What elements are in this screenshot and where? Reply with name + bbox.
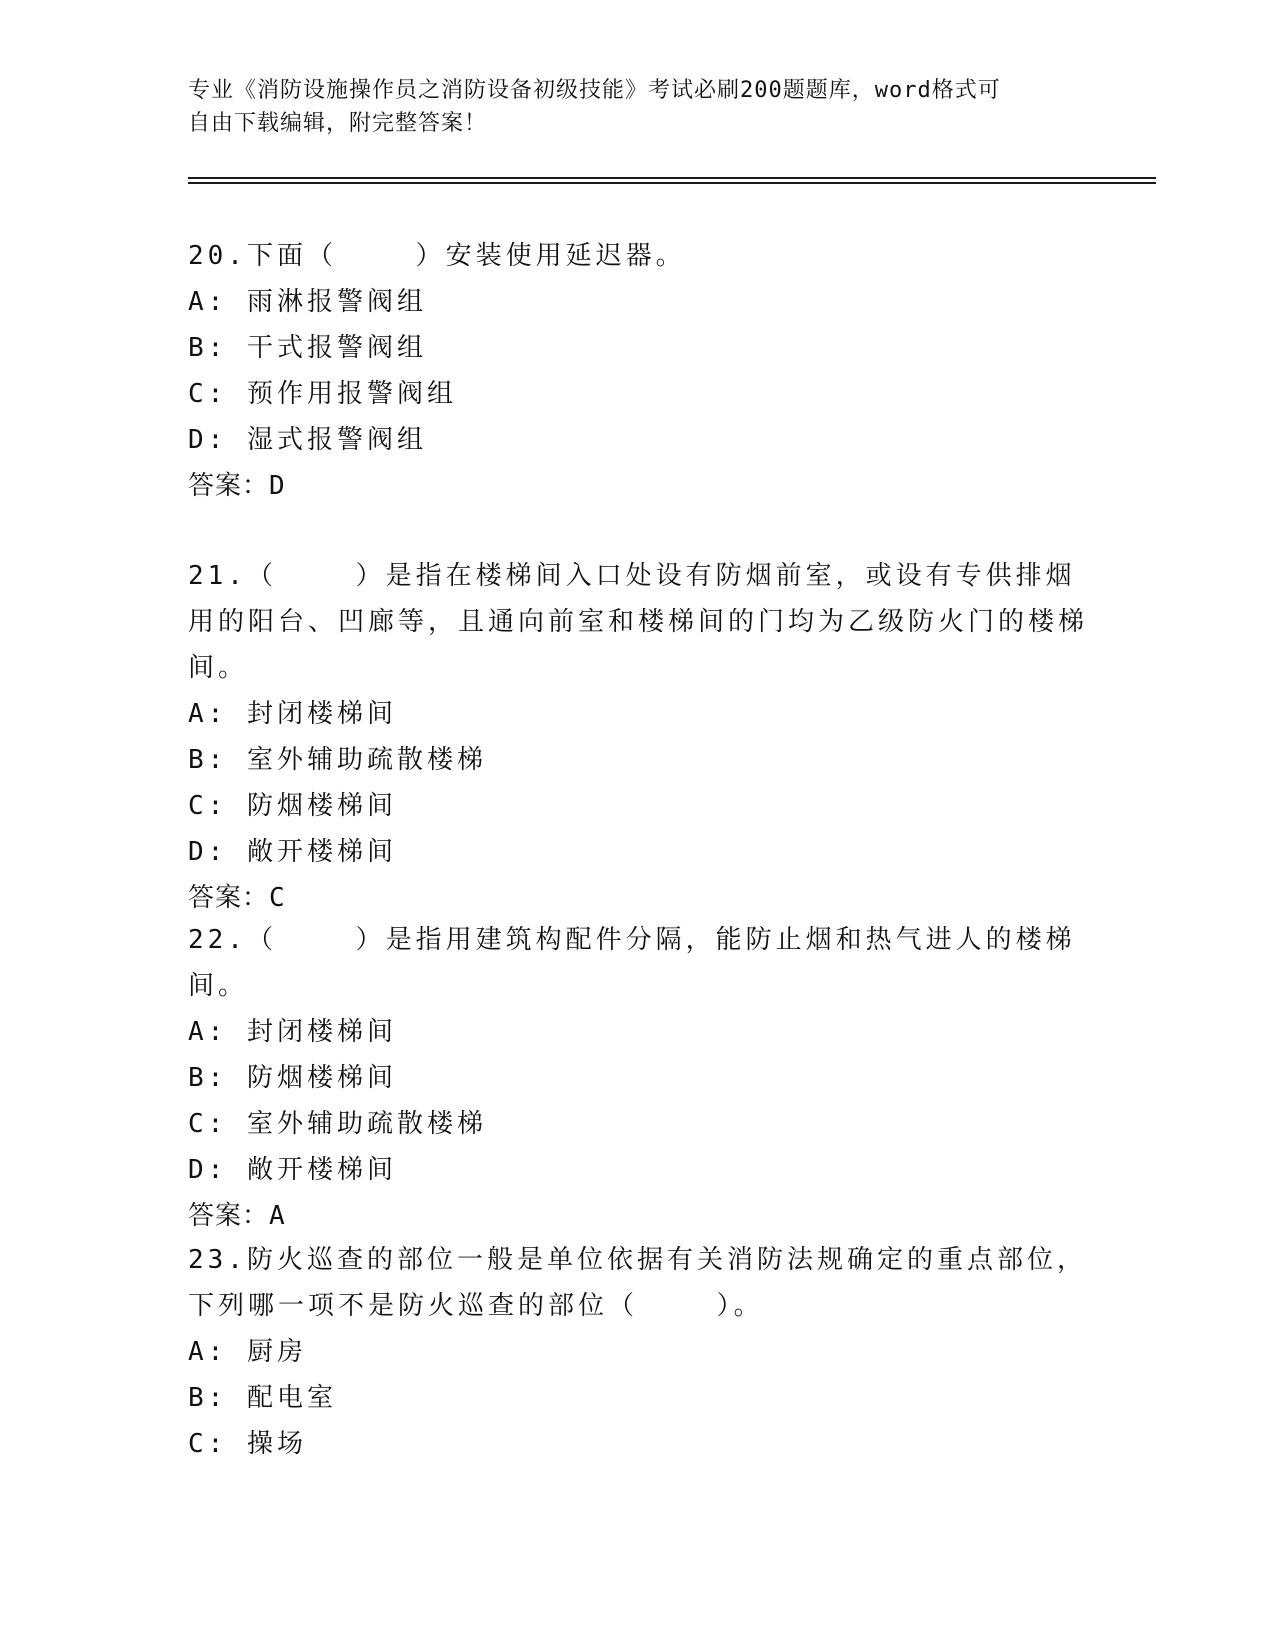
option-c: C: 操场 xyxy=(188,1429,307,1459)
document-header xyxy=(188,74,1088,140)
option-a: A: 雨淋报警阀组 xyxy=(188,287,427,317)
option-d: D: 敞开楼梯间 xyxy=(188,837,397,867)
answer-value: C xyxy=(269,883,286,913)
answer-label: 答案： xyxy=(188,883,270,913)
header-line-1: 专业《消防设施操作员之消防设备初级技能》考试必刷200题题库，word格式可 xyxy=(188,78,1001,103)
option-b: B: 配电室 xyxy=(188,1383,337,1413)
question-22 xyxy=(188,917,1088,1239)
question-stem: 22.（ ）是指用建筑构配件分隔，能防止烟和热气进人的楼梯间。 xyxy=(188,925,1076,1001)
header-divider-top xyxy=(188,177,1156,179)
option-c: C: 预作用报警阀组 xyxy=(188,379,457,409)
answer-label: 答案： xyxy=(188,1201,270,1231)
option-c: C: 防烟楼梯间 xyxy=(188,791,397,821)
header-divider-bottom xyxy=(188,182,1156,184)
answer-line xyxy=(188,1193,1088,1239)
question-stem: 23.防火巡查的部位一般是单位依据有关消防法规确定的重点部位，下列哪一项不是防火巡查的部位（ ）。 xyxy=(188,1245,1087,1321)
option-b: B: 室外辅助疏散楼梯 xyxy=(188,745,487,775)
answer-value: A xyxy=(269,1201,286,1231)
option-d: D: 湿式报警阀组 xyxy=(188,425,427,455)
answer-label: 答案： xyxy=(188,471,270,501)
option-c: C: 室外辅助疏散楼梯 xyxy=(188,1109,487,1139)
answer-line xyxy=(188,463,1088,509)
option-a: A: 厨房 xyxy=(188,1337,307,1367)
option-a: A: 封闭楼梯间 xyxy=(188,1017,397,1047)
option-d: D: 敞开楼梯间 xyxy=(188,1155,397,1185)
option-a: A: 封闭楼梯间 xyxy=(188,699,397,729)
answer-value: D xyxy=(269,471,286,501)
question-23 xyxy=(188,1237,1088,1467)
question-21 xyxy=(188,553,1088,921)
option-b: B: 干式报警阀组 xyxy=(188,333,427,363)
question-20 xyxy=(188,233,1088,509)
answer-line xyxy=(188,875,1088,921)
question-stem: 21.（ ）是指在楼梯间入口处设有防烟前室，或设有专供排烟用的阳台、凹廊等，且通向前室和楼梯间的门均为乙级防火门的楼梯间。 xyxy=(188,561,1089,683)
option-b: B: 防烟楼梯间 xyxy=(188,1063,397,1093)
header-line-2: 自由下载编辑，附完整答案！ xyxy=(188,111,488,136)
question-stem: 20.下面（ ）安装使用延迟器。 xyxy=(188,241,686,271)
